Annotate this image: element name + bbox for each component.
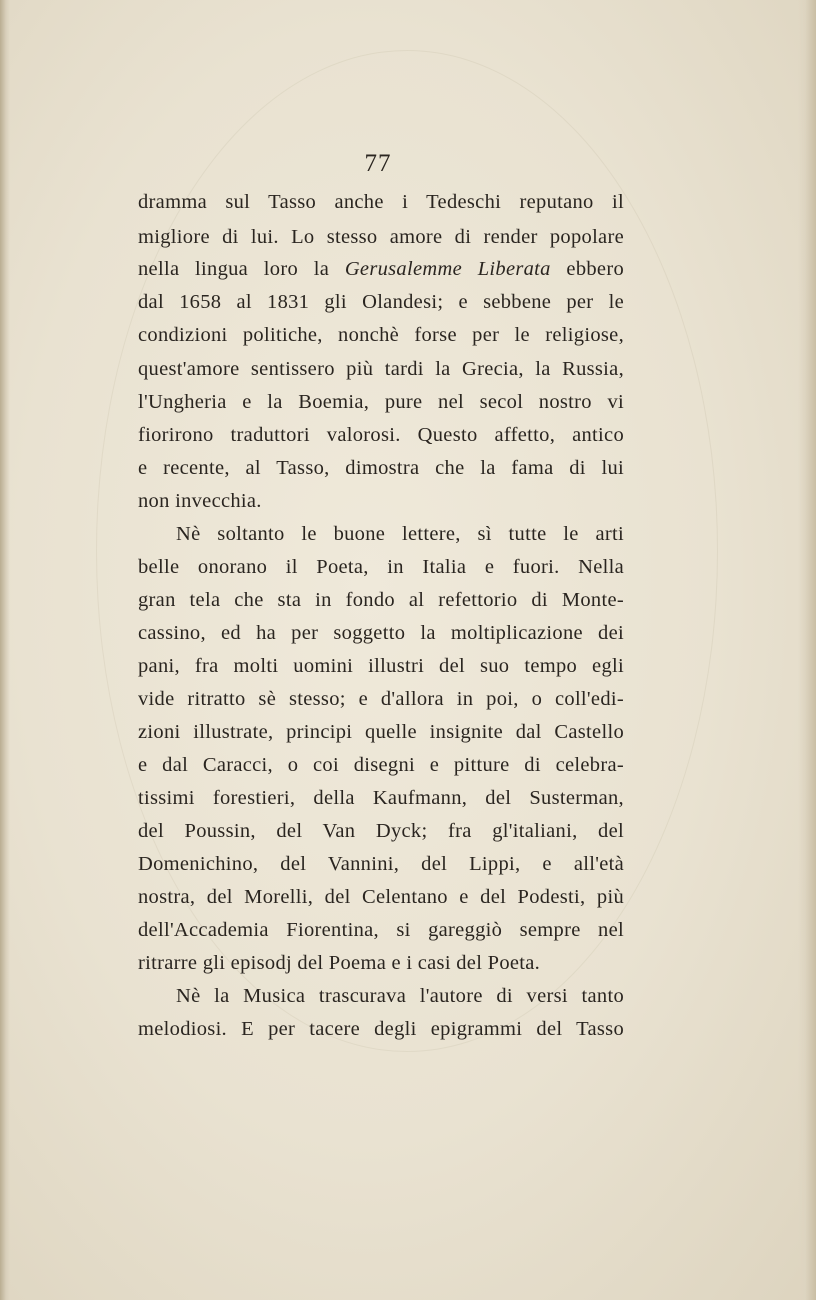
italic-title: Gerusalemme Liberata <box>344 258 551 280</box>
text-line: e dal Caracci, o coi disegni e pitture di celebra- <box>138 754 624 776</box>
text-line: cassino, ed ha per soggetto la moltiplicazione dei <box>138 622 624 644</box>
text-line: e recente, al Tasso, dimostra che la fama di lui <box>138 457 624 479</box>
text-line: Nè soltanto le buone lettere, sì tutte le arti <box>176 523 624 545</box>
text-line: gran tela che sta in fondo al refettorio di Monte- <box>138 589 624 611</box>
text-line <box>138 252 624 286</box>
text-line: non invecchia. <box>138 490 262 512</box>
text-line: dramma sul Tasso anche i Tedeschi reputano il <box>138 191 624 213</box>
text-line: fiorirono traduttori valorosi. Questo affetto, antico <box>138 424 624 446</box>
text-line: melodiosi. E per tacere degli epigrammi del Tasso <box>138 1018 624 1040</box>
text-line: quest'amore sentissero più tardi la Grecia, la Russia, <box>138 358 624 380</box>
text-line: dell'Accademia Fiorentina, si gareggiò sempre nel <box>138 919 624 941</box>
text-line: migliore di lui. Lo stesso amore di render popolare <box>138 226 624 248</box>
text-segment: nella lingua loro la <box>138 258 345 280</box>
text-segment: ebbero <box>550 258 624 280</box>
text-line: condizioni politiche, nonchè forse per le religiose, <box>138 324 624 346</box>
text-line: zioni illustrate, principi quelle insignite dal Castello <box>138 721 624 743</box>
text-line: Nè la Musica trascurava l'autore di versi tanto <box>176 985 624 1007</box>
text-line: nostra, del Morelli, del Celentano e del Podesti, più <box>138 886 624 908</box>
text-line: del Poussin, del Van Dyck; fra gl'italiani, del <box>138 820 624 842</box>
text-line: ritrarre gli episodj del Poema e i casi del Poeta. <box>138 952 541 974</box>
text-line: Domenichino, del Vannini, del Lippi, e all'età <box>138 853 624 875</box>
text-line: dal 1658 al 1831 gli Olandesi; e sebbene per le <box>138 291 624 313</box>
page-number: 77 <box>364 150 392 177</box>
page-left-edge <box>0 0 10 1300</box>
page-right-edge <box>798 0 816 1300</box>
text-line: l'Ungheria e la Boemia, pure nel secol nostro vi <box>138 391 624 413</box>
text-line: vide ritratto sè stesso; e d'allora in poi, o coll'edi- <box>138 688 624 710</box>
text-line: tissimi forestieri, della Kaufmann, del Susterman, <box>138 787 624 809</box>
text-line: pani, fra molti uomini illustri del suo tempo egli <box>138 655 624 677</box>
text-line: belle onorano il Poeta, in Italia e fuori. Nella <box>138 556 624 578</box>
